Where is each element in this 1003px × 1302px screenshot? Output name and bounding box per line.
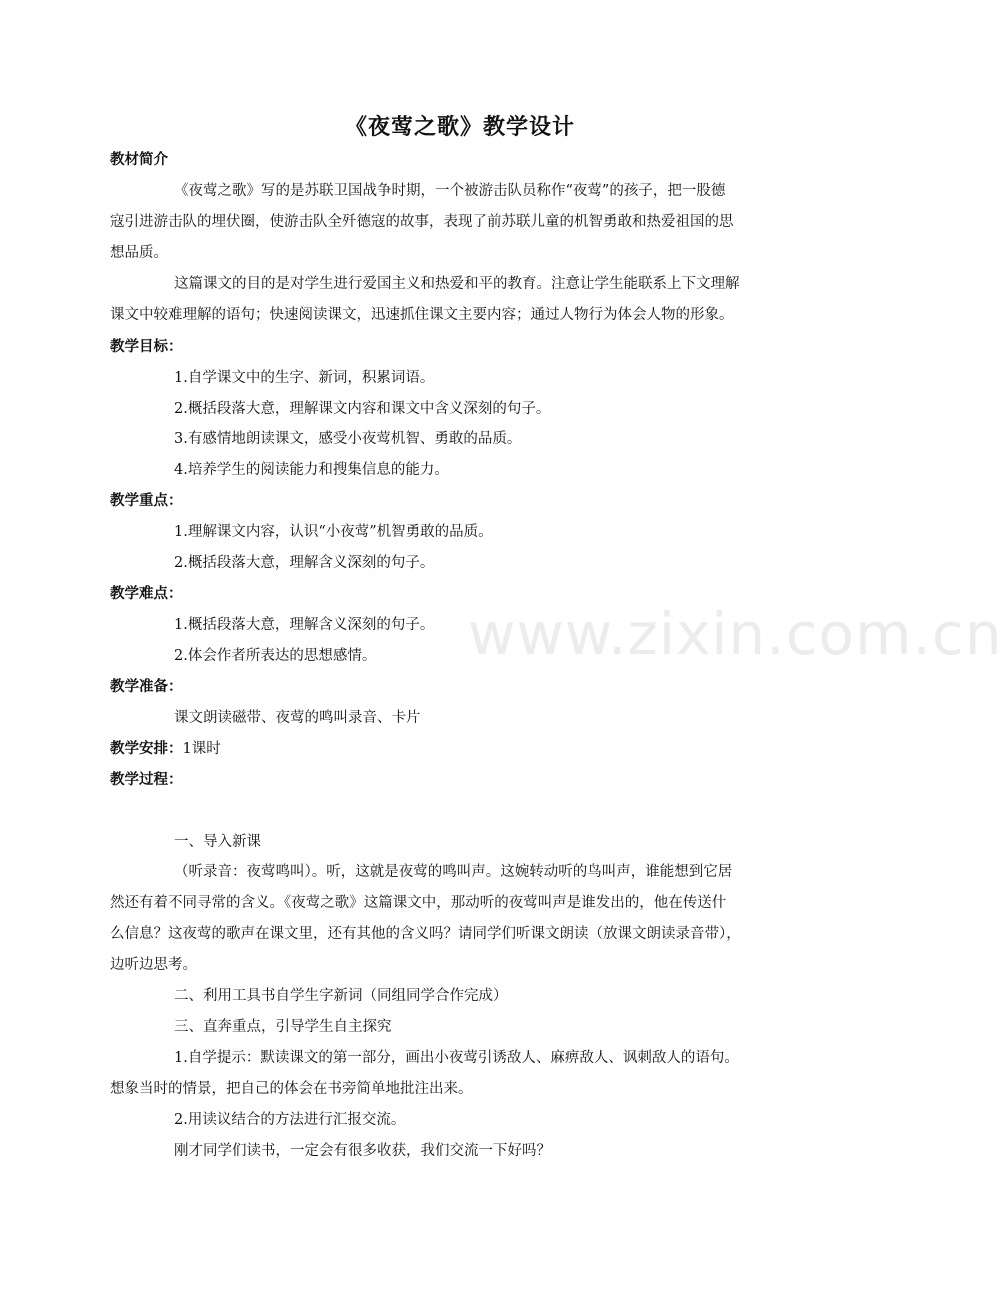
process-step-3-line-1: 1.自学提示：默读课文的第一部分，画出小夜莺引诱敌人、麻痹敌人、讽刺敌人的语句。 [174, 1050, 739, 1066]
intro-paragraph-2-line-1: 这篇课文的目的是对学生进行爱国主义和热爱和平的教育。注意让学生能联系上下文理解 [174, 276, 740, 292]
section-heading-preparation: 教学准备： [110, 679, 183, 695]
goal-item: 2.概括段落大意，理解课文内容和课文中含义深刻的句子。 [174, 401, 551, 417]
key-point-item: 2.概括段落大意，理解含义深刻的句子。 [174, 555, 435, 571]
goal-item: 1.自学课文中的生字、新词，积累词语。 [174, 370, 435, 386]
process-step-1-line-4: 边听边思考。 [110, 957, 197, 973]
section-heading-key-points: 教学重点： [110, 493, 183, 509]
goal-item: 4.培养学生的阅读能力和搜集信息的能力。 [174, 462, 449, 478]
schedule-line [110, 739, 221, 759]
goal-item: 3.有感情地朗读课文，感受小夜莺机智、勇敢的品质。 [174, 431, 522, 447]
process-step-3-line-2: 想象当时的情景，把自己的体会在书旁简单地批注出来。 [110, 1081, 473, 1097]
document-title: 《夜莺之歌》教学设计 [344, 115, 575, 140]
difficulty-item: 2.体会作者所表达的思想感情。 [174, 648, 377, 664]
process-step-3-item-3: 刚才同学们读书，一定会有很多收获，我们交流一下好吗？ [174, 1143, 551, 1159]
section-heading-intro: 教材简介 [110, 152, 168, 168]
key-point-item: 1.理解课文内容，认识“小夜莺”机智勇敢的品质。 [174, 524, 493, 540]
process-step-2-title: 二、利用工具书自学生字新词（同组同学合作完成） [174, 988, 508, 1004]
schedule-text: 1课时 [182, 741, 221, 757]
section-heading-schedule: 教学安排： [110, 741, 183, 757]
process-step-1-line-2: 然还有着不同寻常的含义。《夜莺之歌》这篇课文中，那动听的夜莺叫声是谁发出的，他在传送什 [110, 895, 727, 911]
section-heading-goals: 教学目标： [110, 339, 183, 355]
intro-paragraph-1-line-2: 寇引进游击队的埋伏圈，使游击队全歼德寇的故事，表现了前苏联儿童的机智勇敢和热爱祖国的思 [110, 214, 734, 230]
difficulty-item: 1.概括段落大意，理解含义深刻的句子。 [174, 617, 435, 633]
process-step-1-title: 一、导入新课 [174, 834, 261, 850]
intro-paragraph-2-line-2: 课文中较难理解的语句；快速阅读课文，迅速抓住课文主要内容；通过人物行为体会人物的形象。 [110, 307, 734, 323]
intro-paragraph-1-line-1: 《夜莺之歌》写的是苏联卫国战争时期，一个被游击队员称作“夜莺”的孩子，把一股德 [174, 183, 726, 199]
process-step-3-title: 三、直奔重点，引导学生自主探究 [174, 1019, 392, 1035]
section-heading-process: 教学过程： [110, 772, 183, 788]
process-step-1-line-1: （听录音：夜莺鸣叫）。听，这就是夜莺的鸣叫声。这婉转动听的鸟叫声，谁能想到它居 [174, 864, 733, 880]
section-heading-difficulties: 教学难点： [110, 586, 183, 602]
process-step-1-line-3: 么信息？这夜莺的歌声在课文里，还有其他的含义吗？请同学们听课文朗读（放课文朗读录音带）， [110, 926, 741, 942]
intro-paragraph-1-line-3: 想品质。 [110, 245, 168, 261]
watermark: www.zixin.com.cn [468, 600, 1003, 668]
preparation-text: 课文朗读磁带、夜莺的鸣叫录音、卡片 [174, 710, 421, 726]
process-step-3-item-2: 2.用读议结合的方法进行汇报交流。 [174, 1112, 406, 1128]
